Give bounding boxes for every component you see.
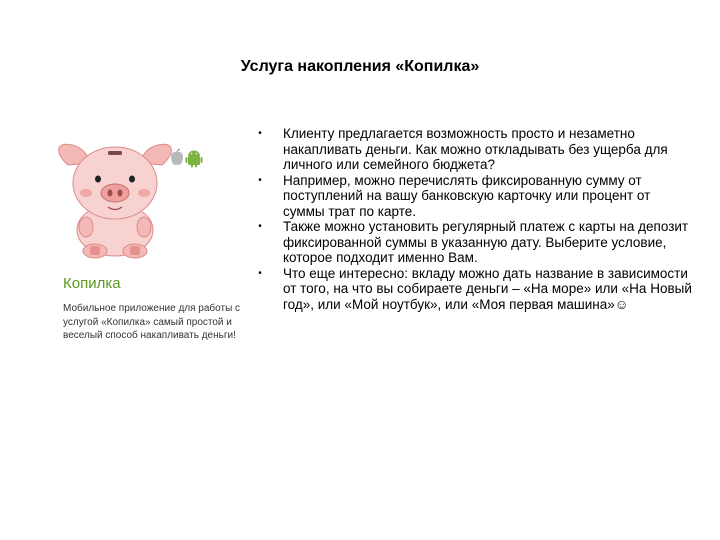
pig-icon <box>50 135 180 260</box>
bullet-icon: • <box>258 267 262 279</box>
list-item <box>255 266 695 313</box>
list-item <box>255 219 695 266</box>
bullet-list <box>255 126 695 312</box>
bullet-icon: • <box>258 221 262 232</box>
list-item <box>255 173 695 220</box>
app-promo <box>50 130 250 370</box>
bullet-text: Также можно установить регулярный платеж с карты на депозит фиксированной суммы в указанную дату. Выберите условие, которое подходит именно Вам. <box>283 219 689 265</box>
slide-title: Услуга накопления «Копилка» <box>240 58 480 75</box>
bullet-icon: • <box>258 128 262 139</box>
app-description: Мобильное приложение для работы с услугой «Копилка» самый простой и веселый способ накапливать деньги! <box>63 303 241 341</box>
bullet-text: Что еще интересно: вкладу можно дать название в зависимости от того, на что вы собираете деньги – «На море» или «На Новый год», или «Мой ноутбук», или «Моя первая машина»☺ <box>283 265 692 312</box>
bullet-text: Клиенту предлагается возможность просто и незаметно накапливать деньги. Как можно откладывать без ущерба для личного или семейного бюджета? <box>283 126 668 172</box>
apple-icon <box>171 149 183 165</box>
bullet-icon: • <box>258 174 262 186</box>
bullet-text: Например, можно перечислять фиксированную сумму от поступлений на вашу банковскую карточку или процент от суммы трат по карте. <box>283 172 651 219</box>
platform-icons <box>168 148 204 168</box>
list-item <box>255 126 695 173</box>
app-name: Копилка <box>63 275 121 292</box>
android-icon <box>186 151 203 168</box>
